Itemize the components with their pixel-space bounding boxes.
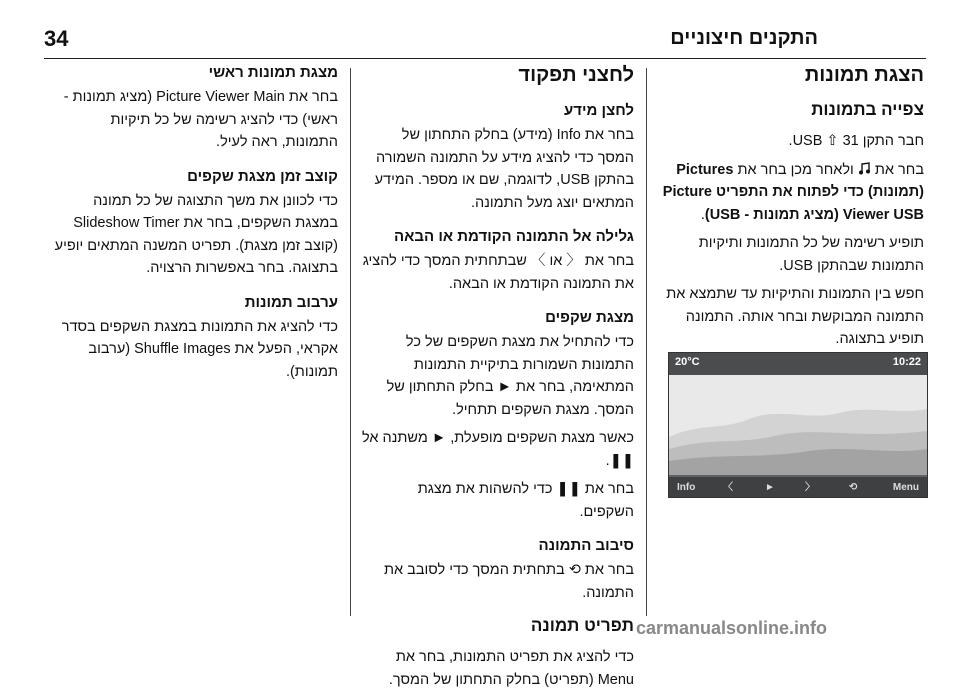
paragraph: חבר התקן USB ⇧ 31. (788, 133, 924, 149)
paragraph: כדי להתחיל את מצגת השקפים של כל התמונות השמורות בתיקיית התמונות המתאימה, בחר את ► בחלק התחתון של המסך. מצגת השקפים תתחיל. (386, 334, 634, 418)
paragraph: כדי לכוונן את משך התצוגה של כל תמונה במצגת השקפים, בחר את Slideshow Timer (קוצב זמן מצגת). תפריט המשנה המתאים יופיע בתצוגה. בחר באפשרות הרצויה. (54, 192, 338, 276)
screen-status-bar (669, 353, 927, 375)
paragraph: כדי להציג את תפריט התמונות, בחר את Menu (תפריט) בחלק התחתון של המסך. (388, 649, 634, 688)
section-heading: הצגת תמונות (804, 64, 924, 86)
subsection-heading: גלילה אל התמונה הקודמת או הבאה (394, 228, 634, 245)
header-title: התקנים חיצוניים (670, 27, 818, 49)
paragraph: בחר את ❚❚ כדי להשהות את מצגת השקפים. (417, 481, 634, 520)
rotate-icon[interactable]: ⟲ (849, 482, 858, 493)
middle-column (362, 62, 634, 697)
paragraph: כדי להציג את התמונות במצגת השקפים בסדר אקראי, הפעל את Shuffle Images (ערבוב תמונות). (61, 318, 338, 380)
info-button[interactable]: Info (677, 482, 696, 493)
column-divider (350, 68, 351, 616)
subsection-heading: מצגת תמונות ראשי (208, 64, 338, 81)
landscape-photo (669, 375, 927, 475)
paragraph: כאשר מצגת השקפים מופעלת, ► משתנה אל ❚❚. (362, 430, 634, 469)
left-column (52, 62, 338, 389)
watermark: carmanualsonline.info (636, 618, 828, 638)
play-icon[interactable]: ► (765, 482, 775, 493)
subsection-heading: סיבוב התמונה (538, 537, 634, 554)
subsection-heading: תפריט תמונה (530, 616, 634, 635)
subsection-heading: מצגת שקפים (545, 309, 634, 326)
page-number: 34 (44, 26, 69, 51)
column-divider (646, 68, 647, 616)
music-note-icon (858, 162, 871, 175)
paragraph: תופיע רשימה של כל התמונות ותיקיות התמונות שבהתקן USB. (698, 235, 924, 274)
screen-control-bar (669, 477, 927, 497)
page-header (44, 22, 926, 59)
paragraph: בחר את Picture Viewer Main (מציג תמונות - ראשי) כדי להציג רשימה של כל תיקיות התמונות, ראה לעיל. (63, 89, 338, 150)
menu-button[interactable]: Menu (892, 482, 919, 493)
clock-readout: 10:22 (892, 356, 921, 368)
paragraph: חפש בין התמונות והתיקיות עד שתמצא את התמונה המבוקשת ובחר אותה. התמונה תופיע בתצוגה. (666, 286, 924, 347)
next-icon[interactable]: 〉 (805, 482, 815, 493)
previous-icon[interactable]: 〈 (723, 482, 733, 493)
section-heading: לחצני תפקוד (518, 64, 634, 86)
picture-viewer-screen (668, 352, 928, 498)
right-column (662, 62, 924, 357)
temperature-readout: 20°C (675, 356, 700, 368)
paragraph: בחר את 〈 או 〉 שבתחתית המסך כדי להציג את התמונה הקודמת או הבאה. (362, 253, 634, 292)
paragraph: בחר את Info (מידע) בחלק התחתון של המסך כדי להציג מידע על התמונה השמורה בהתקן USB, לדוגמה, שם או מספר. המידע המתאים יוצג מעל התמונה. (374, 127, 634, 211)
paragraph: בחר את ולאחר מכן בחר את Pictures (תמונות) כדי לפתוח את התפריט Picture Viewer USB (מציג תמונות - USB). (662, 161, 924, 223)
subsection-heading: ערבוב תמונות (244, 293, 338, 311)
subsection-heading: קוצב זמן מצגת שקפים (187, 167, 338, 185)
subsection-heading: לחצן מידע (563, 102, 634, 119)
paragraph: בחר את ⟲ בתחתית המסך כדי לסובב את התמונה. (384, 562, 634, 601)
subsection-heading: צפייה בתמונות (811, 100, 924, 119)
